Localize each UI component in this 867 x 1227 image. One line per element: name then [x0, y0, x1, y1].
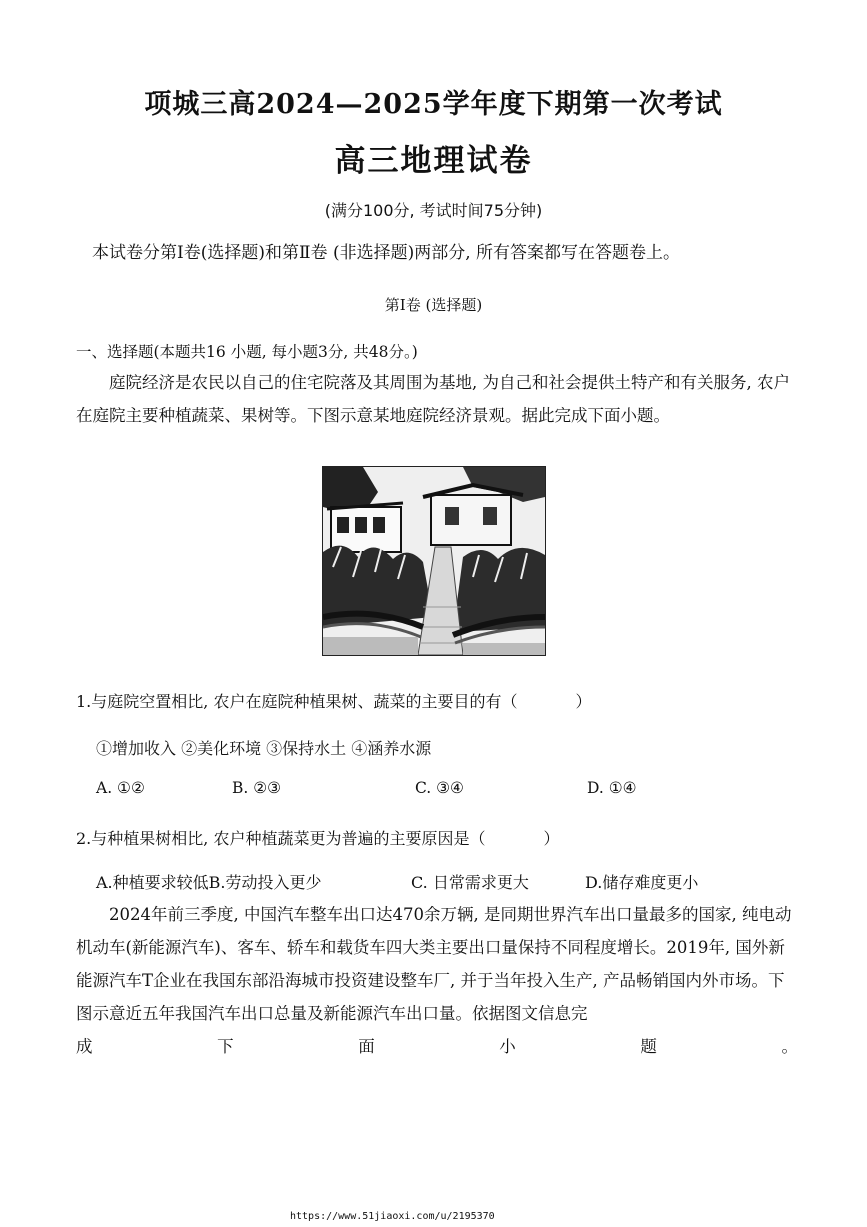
last-line-char: 下 [217, 1037, 234, 1056]
question-1-stem [76, 689, 591, 712]
courtyard-garden-photo-icon [322, 466, 546, 656]
exam-instructions: 本试卷分第Ⅰ卷(选择题)和第Ⅱ卷 (非选择题)两部分, 所有答案都写在答题卷上。 [92, 243, 681, 263]
part-title: 第Ⅰ卷 (选择题) [384, 296, 483, 314]
question-2-close: ） [543, 829, 560, 848]
section-heading: 一、选择题(本题共16 小题, 每小题3分, 共48分。) [76, 343, 418, 361]
last-line-char: 题 [640, 1037, 657, 1056]
last-line-char: 。 [781, 1037, 798, 1056]
score-info: (满分100分, 考试时间75分钟) [324, 201, 543, 220]
question-2-option-ab: A.种植要求较低B.劳动投入更少 [96, 873, 322, 892]
last-line-char: 成 [76, 1037, 93, 1056]
question-1-option-b: B. ②③ [232, 779, 282, 797]
exam-title: 项城三高2024—2025学年度下期第一次考试 [144, 89, 723, 120]
footer-watermark-url: https://www.51jiaoxi.com/u/2195370 [290, 1211, 495, 1222]
exam-subtitle: 高三地理试卷 [334, 143, 533, 179]
question-2-option-c: C. 日常需求更大 [411, 873, 529, 892]
question-1-statements: ①增加收入 ②美化环境 ③保持水土 ④涵养水源 [96, 739, 432, 758]
question-1-option-c: C. ③④ [415, 779, 464, 797]
question-1-option-d: D. ①④ [587, 779, 637, 797]
question-2-text: 2.与种植果树相比, 农户种植蔬菜更为普遍的主要原因是（ [76, 829, 486, 848]
question-2-option-d: D.储存难度更小 [585, 873, 699, 892]
last-line-char: 小 [499, 1037, 516, 1056]
passage-2-last-line [76, 1030, 798, 1063]
last-line-char: 面 [358, 1037, 375, 1056]
question-1-text: 1.与庭院空置相比, 农户在庭院种植果树、蔬菜的主要目的有（ [76, 692, 518, 711]
question-1-option-a: A. ①② [96, 779, 145, 797]
intro-paragraph: 庭院经济是农民以自己的住宅院落及其周围为基地, 为自己和社会提供土特产和有关服务, 农户在庭院主要种植蔬菜、果树等。下图示意某地庭院经济景观。据此完成下面小题。 [76, 373, 790, 425]
passage-2: 2024年前三季度, 中国汽车整车出口达470余万辆, 是同期世界汽车出口量最多的国家, 纯电动机动车(新能源汽车)、客车、轿车和载货车四大类主要出口量保持不同程度增长。2019年, 国外新能源汽车T企业在我国东部沿海城市投资建设整车厂, 并于当年投入生产, 产品畅销国内外市场。下图示意近五年我国汽车出口总量及新能源汽车出口量。依据图文信息完 [76, 905, 792, 1023]
question-1-close: ） [575, 692, 592, 711]
question-2-stem [76, 826, 559, 849]
